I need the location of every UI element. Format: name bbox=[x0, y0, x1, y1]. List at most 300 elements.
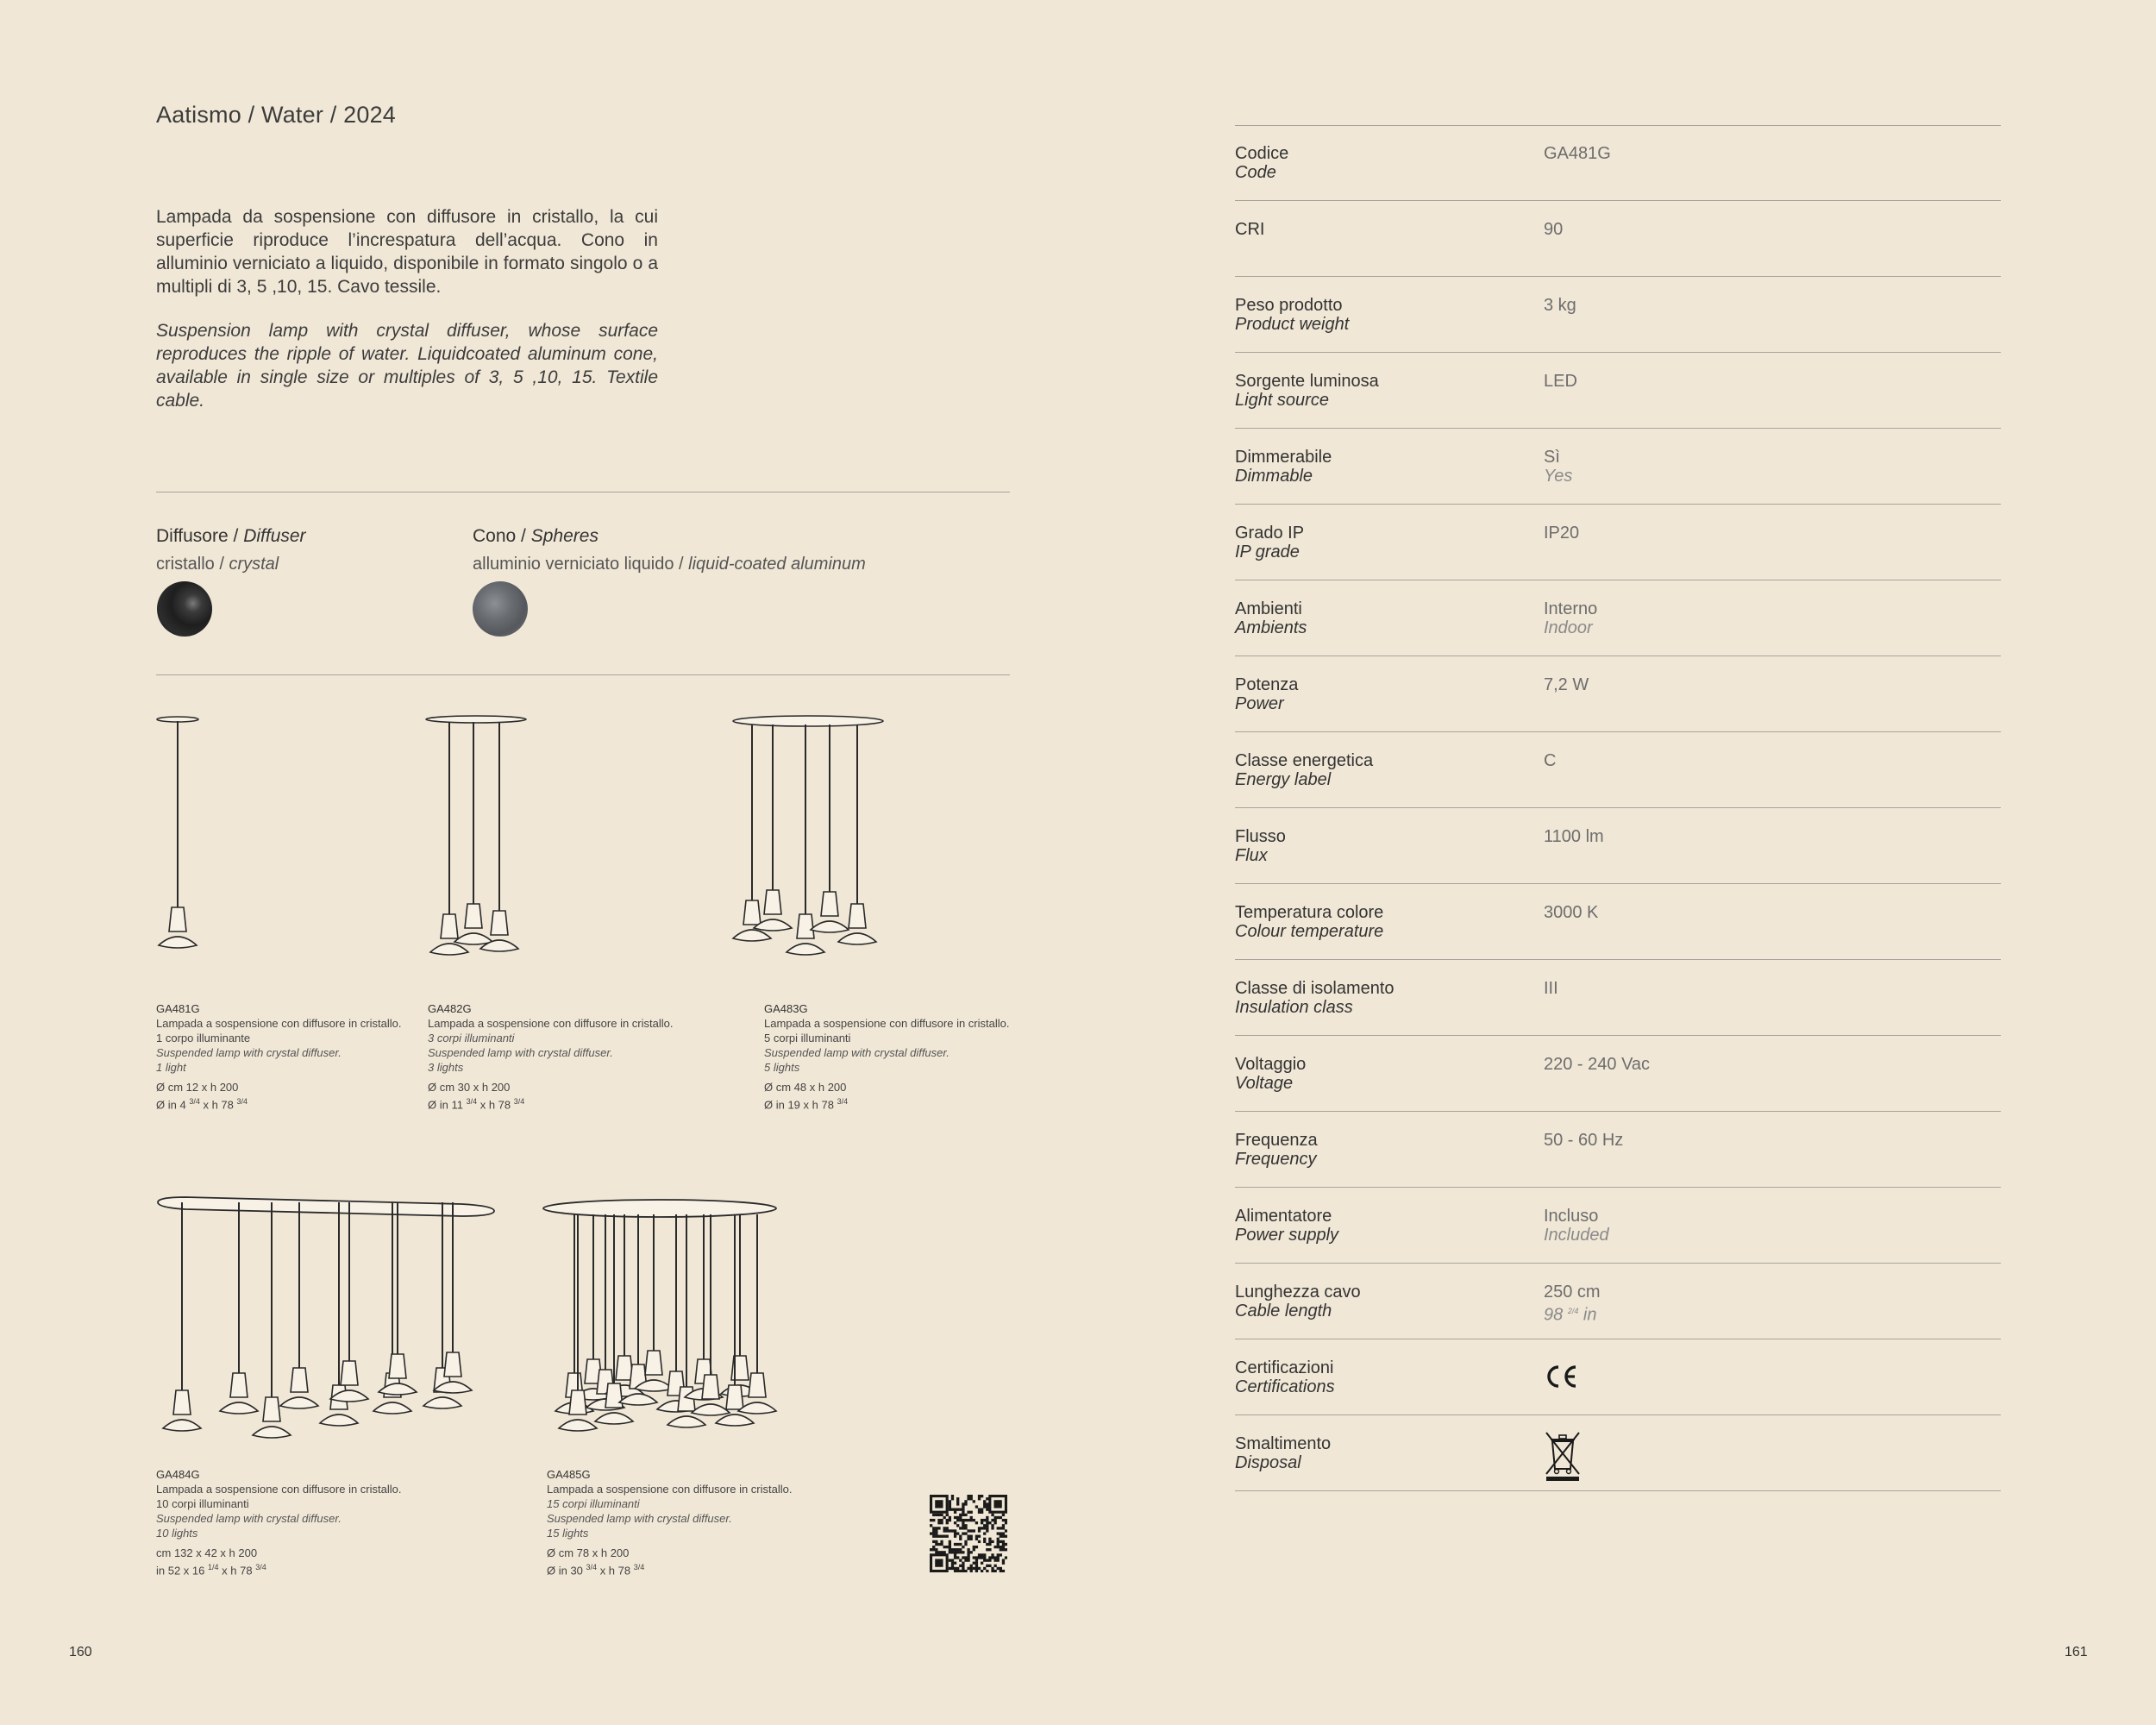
spec-value-it: 3 kg bbox=[1544, 296, 1576, 315]
spec-value-it: 3000 K bbox=[1544, 903, 1599, 922]
pendant-diffuser bbox=[454, 933, 492, 944]
qr-module bbox=[981, 1527, 983, 1529]
spec-value bbox=[1544, 903, 1598, 922]
spec-value-it: 50 - 60 Hz bbox=[1544, 1131, 1624, 1150]
qr-module bbox=[935, 1540, 937, 1543]
qr-module bbox=[943, 1551, 946, 1553]
qr-module bbox=[1002, 1559, 1005, 1561]
qr-module bbox=[954, 1511, 956, 1514]
spec-value-it: III bbox=[1544, 979, 1558, 998]
spec-label-it: Alimentatore bbox=[1235, 1207, 1332, 1226]
qr-module bbox=[970, 1516, 973, 1519]
qr-module bbox=[949, 1546, 951, 1548]
qr-module bbox=[997, 1540, 1000, 1543]
spec-value-en: Indoor bbox=[1544, 618, 1593, 637]
spec-label bbox=[1235, 372, 1379, 410]
diffuser-material: cristallo / crystal bbox=[156, 555, 279, 574]
cone-material: alluminio verniciato liquido / liquid-coated aluminum bbox=[473, 555, 866, 574]
qr-module bbox=[970, 1565, 973, 1567]
qr-module bbox=[993, 1519, 996, 1521]
model-desc-it: Lampada a sospensione con diffusore in cristallo. 1 corpo illuminante bbox=[156, 1017, 402, 1044]
qr-module bbox=[962, 1570, 964, 1572]
qr-module bbox=[993, 1565, 996, 1567]
qr-module bbox=[954, 1551, 956, 1553]
pendant-diffuser bbox=[787, 944, 824, 955]
qr-module bbox=[946, 1521, 949, 1524]
model-dim-cm: Ø cm 48 x h 200 bbox=[764, 1081, 847, 1094]
qr-module bbox=[935, 1514, 937, 1516]
qr-module bbox=[935, 1529, 937, 1532]
qr-module bbox=[949, 1551, 951, 1553]
model-desc-it: Lampada a sospensione con diffusore in cristallo. bbox=[547, 1483, 793, 1496]
model-desc-it: Lampada a sospensione con diffusore in cristallo. 10 corpi illuminanti bbox=[156, 1483, 402, 1510]
spec-label bbox=[1235, 1434, 1331, 1472]
dim-in-b: x h 78 bbox=[599, 1564, 631, 1578]
qr-module bbox=[956, 1500, 959, 1502]
qr-module bbox=[951, 1565, 954, 1567]
qr-module bbox=[946, 1519, 949, 1521]
qr-module bbox=[967, 1529, 969, 1532]
qr-module bbox=[981, 1495, 983, 1497]
qr-module bbox=[993, 1516, 996, 1519]
qr-module bbox=[978, 1511, 981, 1514]
spec-value-it: 7,2 W bbox=[1544, 675, 1589, 694]
qr-module bbox=[956, 1497, 959, 1500]
pendant-diffuser bbox=[379, 1383, 417, 1395]
lamp-drawing-ga482g bbox=[418, 707, 539, 966]
spec-label bbox=[1235, 1283, 1361, 1320]
cone-material-en: liquid-coated aluminum bbox=[688, 555, 866, 574]
qr-module bbox=[930, 1548, 932, 1551]
caption-ga484g bbox=[156, 1467, 406, 1578]
qr-module bbox=[962, 1551, 964, 1553]
qr-module bbox=[983, 1502, 986, 1505]
spec-row bbox=[1235, 884, 2001, 960]
qr-module bbox=[949, 1509, 951, 1511]
qr-module bbox=[973, 1529, 975, 1532]
qr-module bbox=[973, 1519, 975, 1521]
qr-module bbox=[959, 1527, 962, 1529]
qr-module bbox=[937, 1527, 940, 1529]
qr-module bbox=[964, 1527, 967, 1529]
model-dim-cm: Ø cm 30 x h 200 bbox=[428, 1081, 511, 1094]
qr-module bbox=[935, 1543, 937, 1546]
qr-module bbox=[997, 1556, 1000, 1559]
pendant-cone bbox=[569, 1390, 586, 1414]
qr-module bbox=[975, 1538, 978, 1540]
canopy bbox=[733, 716, 883, 726]
qr-module bbox=[983, 1500, 986, 1502]
qr-module bbox=[1002, 1524, 1005, 1527]
qr-module bbox=[1000, 1532, 1002, 1534]
qr-module bbox=[1002, 1527, 1005, 1529]
spec-label-it: Classe di isolamento bbox=[1235, 979, 1395, 998]
spec-label bbox=[1235, 1055, 1306, 1093]
qr-module bbox=[967, 1567, 969, 1570]
cone-heading-sep: / bbox=[521, 526, 526, 546]
pendant-cone bbox=[465, 904, 482, 928]
spec-value-it: IP20 bbox=[1544, 524, 1580, 543]
model-dim-cm: Ø cm 12 x h 200 bbox=[156, 1081, 239, 1094]
dim-in-a: Ø in 19 x h 78 bbox=[764, 1098, 834, 1112]
qr-module bbox=[962, 1532, 964, 1534]
model-dim-in bbox=[764, 1095, 1014, 1112]
qr-module bbox=[935, 1551, 937, 1553]
spec-label-en: Cable length bbox=[1235, 1302, 1332, 1320]
qr-module bbox=[951, 1497, 954, 1500]
model-dim-in bbox=[156, 1095, 406, 1112]
qr-module bbox=[975, 1556, 978, 1559]
qr-module bbox=[1002, 1543, 1005, 1546]
qr-module bbox=[935, 1535, 937, 1538]
qr-module bbox=[970, 1535, 973, 1538]
qr-module bbox=[988, 1543, 991, 1546]
spec-row bbox=[1235, 505, 2001, 580]
qr-module bbox=[975, 1567, 978, 1570]
pendant-diffuser bbox=[280, 1397, 318, 1408]
qr-module bbox=[962, 1556, 964, 1559]
spec-label bbox=[1235, 1207, 1338, 1245]
qr-module bbox=[991, 1519, 993, 1521]
qr-module bbox=[967, 1497, 969, 1500]
qr-module bbox=[978, 1535, 981, 1538]
qr-module bbox=[946, 1514, 949, 1516]
qr-module bbox=[935, 1532, 937, 1534]
spec-label-it: Temperatura colore bbox=[1235, 903, 1384, 922]
ce-mark-icon bbox=[1544, 1364, 1580, 1394]
qr-module bbox=[949, 1502, 951, 1505]
qr-module bbox=[954, 1529, 956, 1532]
qr-module bbox=[967, 1511, 969, 1514]
qr-module bbox=[1000, 1546, 1002, 1548]
qr-module bbox=[981, 1509, 983, 1511]
model-desc-en: Suspended lamp with crystal diffuser. bbox=[764, 1046, 950, 1059]
caption-ga483g bbox=[764, 1001, 1014, 1112]
spec-row bbox=[1235, 1112, 2001, 1188]
qr-module bbox=[956, 1519, 959, 1521]
qr-module bbox=[954, 1562, 956, 1565]
model-dim-cm: Ø cm 78 x h 200 bbox=[547, 1546, 630, 1559]
qr-module bbox=[967, 1556, 969, 1559]
qr-module bbox=[988, 1538, 991, 1540]
qr-module bbox=[940, 1540, 943, 1543]
pendant-diffuser bbox=[159, 937, 197, 948]
qr-module bbox=[986, 1565, 988, 1567]
canopy bbox=[426, 716, 526, 723]
model-dim-in bbox=[156, 1560, 406, 1578]
caption-ga482g bbox=[428, 1001, 721, 1112]
qr-module bbox=[978, 1529, 981, 1532]
qr-module bbox=[932, 1529, 935, 1532]
pendant-cone bbox=[743, 900, 761, 925]
spec-row bbox=[1235, 353, 2001, 429]
pendant-diffuser bbox=[738, 1402, 776, 1414]
spec-value bbox=[1544, 827, 1604, 846]
pendant-cone bbox=[702, 1375, 719, 1399]
qr-module bbox=[937, 1543, 940, 1546]
qr-module bbox=[949, 1540, 951, 1543]
qr-module bbox=[975, 1535, 978, 1538]
spec-label-en: Insulation class bbox=[1235, 998, 1353, 1017]
spec-row bbox=[1235, 429, 2001, 505]
qr-module bbox=[993, 1570, 996, 1572]
qr-module bbox=[949, 1519, 951, 1521]
pendant-cone bbox=[173, 1390, 191, 1414]
pendant-diffuser bbox=[595, 1413, 633, 1424]
qr-module bbox=[962, 1502, 964, 1505]
spec-label-it: Certificazioni bbox=[1235, 1358, 1334, 1377]
qr-module bbox=[1005, 1548, 1007, 1551]
qr-module bbox=[956, 1524, 959, 1527]
qr-module bbox=[967, 1548, 969, 1551]
dim-in-b: x h 78 bbox=[222, 1564, 253, 1578]
pendant-diffuser bbox=[811, 921, 849, 932]
qr-module bbox=[954, 1553, 956, 1556]
pendant-diffuser bbox=[163, 1420, 201, 1431]
spec-label-it: Classe energetica bbox=[1235, 751, 1374, 770]
cone-heading bbox=[473, 526, 599, 547]
page-number-left: 160 bbox=[69, 1645, 92, 1659]
spec-row bbox=[1235, 1339, 2001, 1415]
qr-module bbox=[959, 1548, 962, 1551]
lamp-drawing-ga481g bbox=[147, 707, 224, 966]
model-code: GA483G bbox=[764, 1002, 808, 1015]
spec-value-en-frac: 2/4 bbox=[1567, 1307, 1579, 1315]
qr-module bbox=[1002, 1548, 1005, 1551]
qr-module bbox=[970, 1538, 973, 1540]
qr-module bbox=[1000, 1516, 1002, 1519]
pendant-cone bbox=[341, 1361, 358, 1385]
qr-module bbox=[964, 1502, 967, 1505]
qr-module bbox=[940, 1551, 943, 1553]
qr-module bbox=[975, 1521, 978, 1524]
qr-module bbox=[981, 1511, 983, 1514]
qr-module bbox=[1000, 1540, 1002, 1543]
spec-row bbox=[1235, 1264, 2001, 1339]
diffuser-heading bbox=[156, 526, 306, 547]
qr-module bbox=[970, 1529, 973, 1532]
spec-row bbox=[1235, 732, 2001, 808]
cone-heading-it: Cono bbox=[473, 526, 517, 546]
pendant-cone bbox=[291, 1368, 308, 1392]
qr-module bbox=[986, 1548, 988, 1551]
spec-row bbox=[1235, 580, 2001, 656]
spec-value bbox=[1544, 1207, 1609, 1245]
qr-module bbox=[951, 1562, 954, 1565]
qr-module bbox=[991, 1556, 993, 1559]
pendant-diffuser bbox=[559, 1420, 597, 1431]
spec-label-it: Dimmerabile bbox=[1235, 448, 1332, 467]
qr-module bbox=[959, 1519, 962, 1521]
qr-module bbox=[991, 1514, 993, 1516]
model-code: GA481G bbox=[156, 1002, 200, 1015]
qr-module bbox=[956, 1532, 959, 1534]
qr-module bbox=[962, 1527, 964, 1529]
spec-label-en: Light source bbox=[1235, 391, 1329, 410]
qr-module bbox=[964, 1500, 967, 1502]
qr-module bbox=[981, 1521, 983, 1524]
qr-module bbox=[993, 1556, 996, 1559]
qr-module bbox=[986, 1529, 988, 1532]
spec-row bbox=[1235, 201, 2001, 277]
qr-module bbox=[1002, 1535, 1005, 1538]
qr-module bbox=[962, 1546, 964, 1548]
qr-module bbox=[943, 1535, 946, 1538]
model-code: GA484G bbox=[156, 1468, 200, 1481]
qr-module bbox=[986, 1559, 988, 1561]
diffuser-material-en: crystal bbox=[229, 555, 279, 574]
qr-module bbox=[932, 1540, 935, 1543]
qr-module bbox=[949, 1548, 951, 1551]
spec-value bbox=[1544, 751, 1556, 770]
qr-module bbox=[997, 1553, 1000, 1556]
spec-label-it: Frequenza bbox=[1235, 1131, 1318, 1150]
spec-row bbox=[1235, 1188, 2001, 1264]
qr-module bbox=[937, 1514, 940, 1516]
qr-module bbox=[1000, 1553, 1002, 1556]
qr-module bbox=[975, 1570, 978, 1572]
qr-module bbox=[973, 1562, 975, 1565]
qr-module bbox=[937, 1535, 940, 1538]
pendant-cone bbox=[849, 904, 866, 928]
qr-module bbox=[991, 1567, 993, 1570]
qr-module bbox=[967, 1519, 969, 1521]
qr-module bbox=[1005, 1535, 1007, 1538]
qr-module bbox=[959, 1514, 962, 1516]
qr-module bbox=[954, 1516, 956, 1519]
model-desc-it2: 15 corpi illuminanti bbox=[547, 1497, 640, 1510]
qr-module bbox=[967, 1553, 969, 1556]
diffuser-heading-sep: / bbox=[233, 526, 239, 546]
model-dim-cm: cm 132 x 42 x h 200 bbox=[156, 1546, 258, 1559]
spec-label bbox=[1235, 599, 1307, 637]
spec-label bbox=[1235, 903, 1383, 941]
qr-module bbox=[946, 1527, 949, 1529]
qr-module bbox=[930, 1519, 932, 1521]
qr-module bbox=[978, 1553, 981, 1556]
qr-module bbox=[935, 1548, 937, 1551]
qr-module bbox=[981, 1556, 983, 1559]
pendant-diffuser bbox=[430, 944, 468, 955]
pendant-cone bbox=[764, 890, 781, 914]
pendant-cone bbox=[726, 1385, 743, 1409]
qr-module bbox=[983, 1519, 986, 1521]
qr-module bbox=[956, 1556, 959, 1559]
diffuser-heading-it: Diffusore bbox=[156, 526, 229, 546]
spec-label-it: Peso prodotto bbox=[1235, 296, 1343, 315]
spec-value bbox=[1544, 1283, 1601, 1325]
spec-label bbox=[1235, 296, 1349, 334]
qr-module bbox=[943, 1516, 946, 1519]
dim-in-frac2: 3/4 bbox=[236, 1097, 248, 1106]
spec-row bbox=[1235, 808, 2001, 884]
spec-value bbox=[1544, 220, 1563, 239]
spec-label-en: Dimmable bbox=[1235, 467, 1313, 486]
qr-module bbox=[975, 1505, 978, 1508]
qr-module bbox=[1005, 1543, 1007, 1546]
pendant-cone bbox=[444, 1352, 461, 1377]
dim-in-a: Ø in 4 bbox=[156, 1098, 186, 1112]
pendant-diffuser bbox=[423, 1397, 461, 1408]
qr-module bbox=[959, 1559, 962, 1561]
spec-label-it: Potenza bbox=[1235, 675, 1299, 694]
qr-module bbox=[959, 1565, 962, 1567]
qr-module bbox=[975, 1546, 978, 1548]
qr-module bbox=[932, 1514, 935, 1516]
model-dim-in bbox=[547, 1560, 840, 1578]
pendant-diffuser bbox=[838, 933, 876, 944]
qr-module bbox=[951, 1509, 954, 1511]
qr-module bbox=[932, 1527, 935, 1529]
qr-module bbox=[964, 1556, 967, 1559]
qr-module bbox=[964, 1543, 967, 1546]
spec-label-en: Product weight bbox=[1235, 315, 1350, 334]
qr-finder-core bbox=[935, 1559, 943, 1566]
pendant-diffuser bbox=[253, 1427, 291, 1438]
model-lights: 3 lights bbox=[428, 1061, 464, 1074]
model-lights: 10 lights bbox=[156, 1527, 198, 1540]
qr-module bbox=[956, 1548, 959, 1551]
model-code: GA482G bbox=[428, 1002, 472, 1015]
spec-value bbox=[1544, 524, 1579, 543]
canopy bbox=[158, 1197, 494, 1216]
qr-code-icon[interactable] bbox=[930, 1495, 1007, 1572]
lamp-drawing-ga484g bbox=[151, 1190, 505, 1458]
pendant-cone bbox=[645, 1351, 662, 1375]
model-desc-it: Lampada a sospensione con diffusore in cristallo. 5 corpi illuminanti bbox=[764, 1017, 1010, 1044]
qr-module bbox=[962, 1511, 964, 1514]
qr-module bbox=[1002, 1546, 1005, 1548]
spec-value bbox=[1544, 372, 1577, 391]
qr-module bbox=[959, 1543, 962, 1546]
qr-module bbox=[943, 1527, 946, 1529]
qr-module bbox=[949, 1500, 951, 1502]
model-desc-it2: 3 corpi illuminanti bbox=[428, 1032, 515, 1044]
qr-module bbox=[981, 1519, 983, 1521]
spec-label-it: Grado IP bbox=[1235, 524, 1305, 543]
qr-finder-core bbox=[993, 1500, 1001, 1508]
qr-module bbox=[986, 1543, 988, 1546]
spec-row bbox=[1235, 656, 2001, 732]
qr-module bbox=[970, 1511, 973, 1514]
spec-value-it: Incluso bbox=[1544, 1207, 1599, 1226]
pendant-diffuser bbox=[220, 1402, 258, 1414]
qr-module bbox=[1002, 1519, 1005, 1521]
spec-value bbox=[1544, 144, 1611, 163]
spec-label-en: Certifications bbox=[1235, 1377, 1335, 1396]
qr-module bbox=[1005, 1529, 1007, 1532]
qr-module bbox=[951, 1559, 954, 1561]
qr-module bbox=[937, 1551, 940, 1553]
qr-module bbox=[1000, 1570, 1002, 1572]
dim-in-frac: 3/4 bbox=[466, 1097, 478, 1106]
qr-module bbox=[956, 1502, 959, 1505]
qr-module bbox=[949, 1567, 951, 1570]
diffuser-material-it: cristallo bbox=[156, 555, 215, 574]
caption-ga481g bbox=[156, 1001, 406, 1112]
qr-module bbox=[959, 1516, 962, 1519]
qr-module bbox=[973, 1500, 975, 1502]
qr-module bbox=[956, 1551, 959, 1553]
qr-module bbox=[978, 1567, 981, 1570]
pendant-diffuser bbox=[716, 1414, 754, 1426]
spec-label-en: IP grade bbox=[1235, 543, 1300, 561]
qr-module bbox=[956, 1516, 959, 1519]
model-dim-in bbox=[428, 1095, 721, 1112]
qr-module bbox=[962, 1514, 964, 1516]
lamp-drawing-ga485g bbox=[542, 1190, 792, 1458]
spec-value bbox=[1544, 1055, 1650, 1074]
